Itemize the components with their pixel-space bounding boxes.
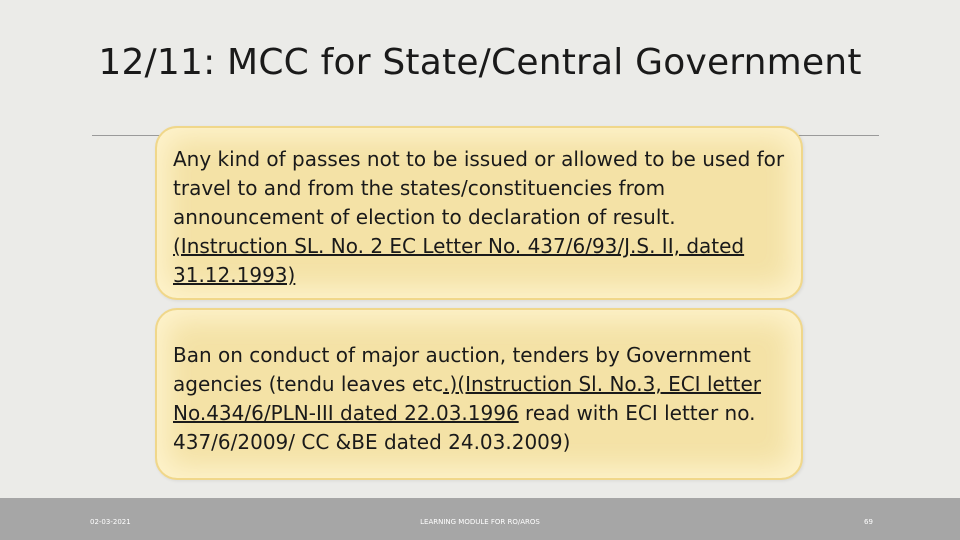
instruction-card-auctions [155,308,803,480]
footer-page-number: 69 [864,518,873,526]
instruction-reference-link[interactable]: (Instruction SL. No. 2 EC Letter No. 437/6/93/J.S. II, dated 31.12.1993) [173,234,745,287]
card-text [173,145,789,290]
slide-title: 12/11: MCC for State/Central Government [98,42,862,83]
card-body: Any kind of passes not to be issued or allowed to be used for travel to and from the states/constituencies from announcement of election to declaration of result. [173,147,785,229]
footer-title: LEARNING MODULE FOR RO/AROS [420,518,540,526]
instruction-reference-link[interactable]: .)(Instruction Sl. No.3, ECI letter No.434/6/PLN-III dated 22.03.1996 [173,372,762,425]
footer-date: 02-03-2021 [90,518,131,526]
card-text [173,341,789,457]
card-body: Ban on conduct of major auction, tenders by Government agencies (tendu leaves etc [173,343,751,396]
footer-bar [0,498,960,540]
card-body-after: read with ECI letter no. 437/6/2009/ CC &BE dated 24.03.2009) [173,401,756,454]
instruction-card-passes [155,126,803,300]
